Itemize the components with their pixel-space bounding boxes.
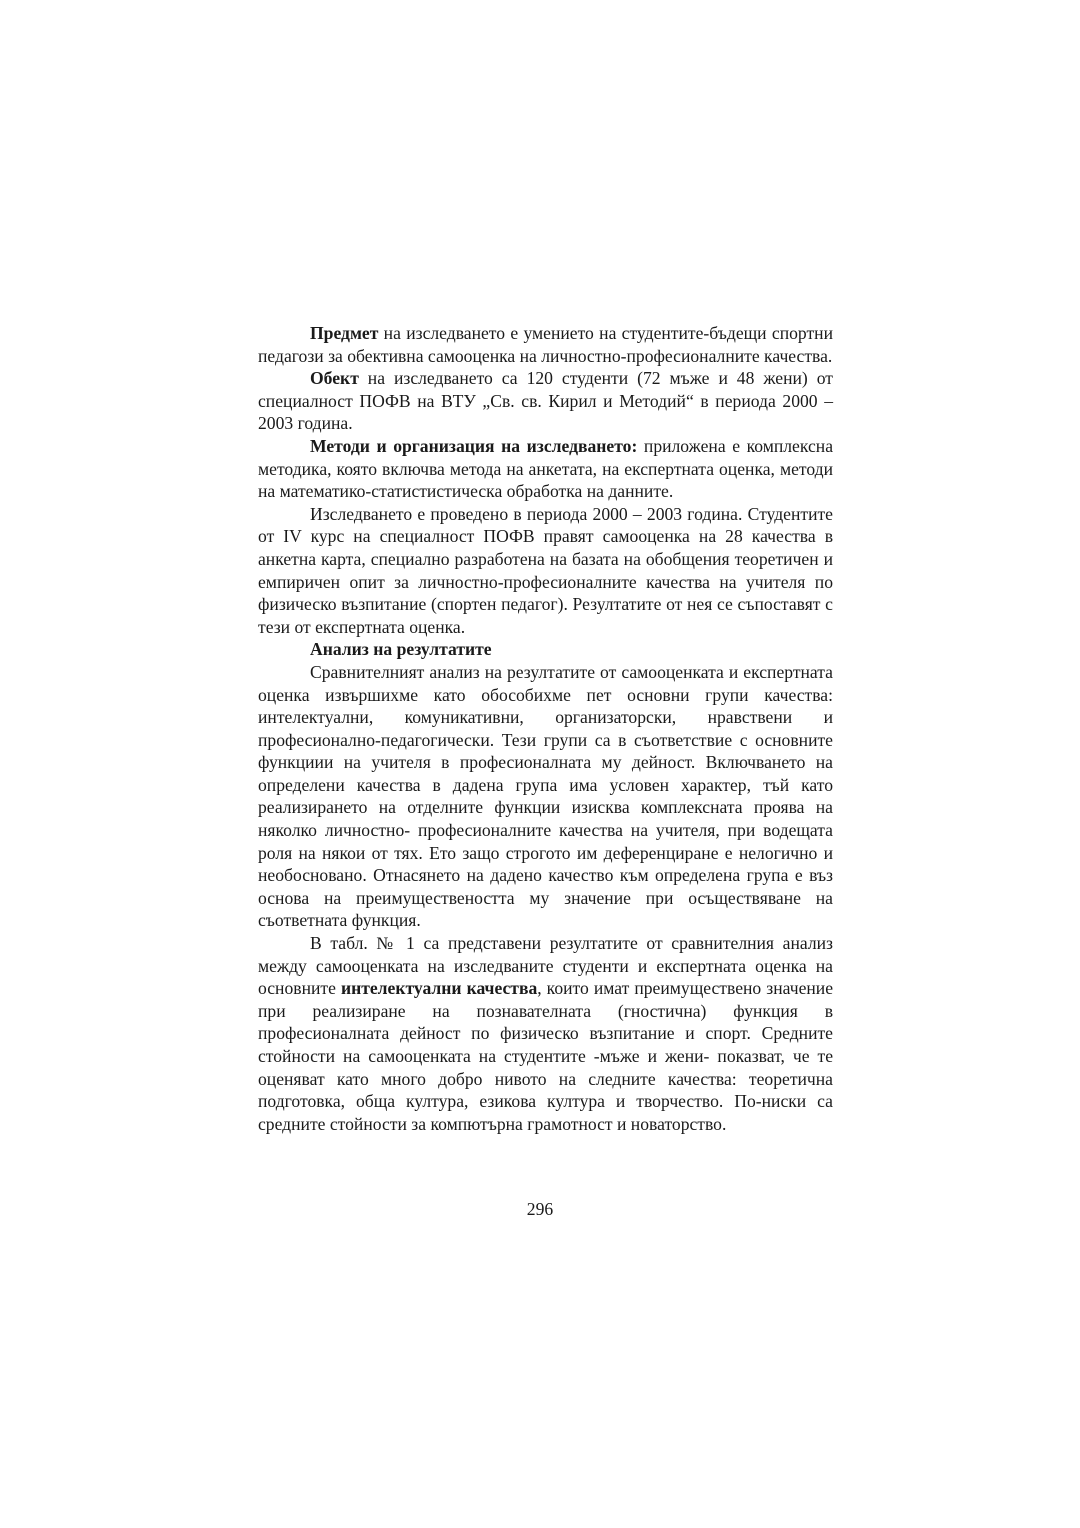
paragraph-methods-text: приложена е комплексна методика, която включва метода на анкетата, на експертната оценка, методи на математико-статистистическа обработка на данните. <box>258 435 833 502</box>
paragraph-table-text-after: , които имат преимуществено значение при реализиране на познавателната (гностична) функция в професионалната дейност по физическо възпитание и спорт. Средните стойности на самооценката на студентите -мъже и жени- показват, че те оценяват като много добро нивото на следните качества: теоретична подготовка, обща култура, езикова култура и творчество. По-ниски са средните стойности за компютърна грамотност и новаторство. <box>258 978 834 1134</box>
paragraph-subject <box>258 322 833 367</box>
term-subject: Предмет <box>310 323 379 343</box>
term-intellectual-qualities: интелектуални качества <box>340 978 538 999</box>
paragraph-methods <box>258 435 833 503</box>
page-number: 296 <box>526 1199 554 1219</box>
paragraph-analysis: Сравнителният анализ на резултатите от самооценката и експертната оценка извършихме като обособихме пет основни групи качества: интелектуални, комуникативни, организаторски, нравствени и професионално-педагогически. Тези групи са в съответствие с основните функциии на учителя в професионалната му дейност. Включването на определени качества в дадена група има условен характер, тъй като реализирането на отделните функции изисква комплексната проява на няколко личностно- професионалните качества на учителя, при водещата роля на някои от тях. Ето защо строгото им деференциране е нелогично и необосновано. Отнасянето на дадено качество към определена група е въз основа на преимуществеността му значение при осъществяване на съответната функция. <box>258 661 833 931</box>
section-heading: Анализ на резултатите <box>310 639 492 660</box>
term-methods: Методи и организация на изследването: <box>310 435 638 456</box>
paragraph-object <box>258 367 833 435</box>
paragraph-subject-text: на изследването е умението на студентите-бъдещи спортни педагози за обективна самооценка на личностно-професионалните качества. <box>258 323 833 366</box>
body-text <box>258 322 833 1135</box>
paragraph-table-reference <box>258 932 833 1135</box>
term-object: Обект <box>310 368 359 389</box>
paragraph-object-text: на изследването са 120 студенти (72 мъже и 48 жени) от специалност ПОФВ на ВТУ „Св. св. Кирил и Методий“ в периода 2000 – 2003 година. <box>258 368 833 434</box>
paragraph-procedure: Изследването е проведено в периода 2000 – 2003 година. Студентите от IV курс на специалност ПОФВ правят самооценка на 28 качества в анкетна карта, специално разработена на базата на обобщения теоретичен и емпиричен опит за личностно-професионалните качества на учителя по физическо възпитание (спортен педагог). Резултатите от нея се съпоставят с тези от експертната оценка. <box>258 503 833 637</box>
paragraph-table-text-before: В табл. № 1 са представени резултатите от сравнителния анализ между самооценката на изследваните студенти и експертната оценка на основните <box>258 933 833 999</box>
